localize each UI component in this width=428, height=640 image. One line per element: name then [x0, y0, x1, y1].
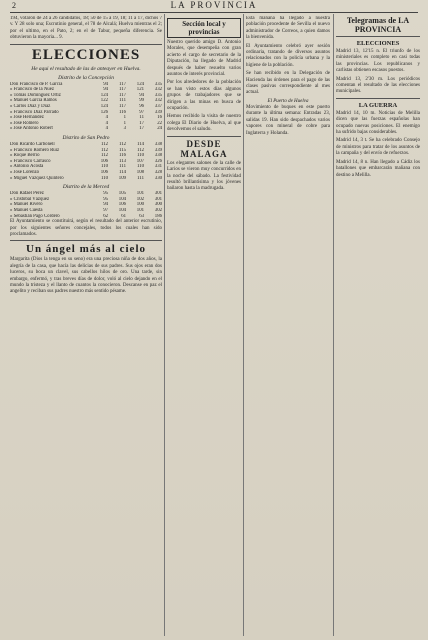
- column-2: [167, 16, 241, 636]
- vote-count: 96: [139, 104, 144, 109]
- votes-table: [10, 191, 162, 219]
- vote-count: 339: [154, 109, 162, 115]
- vote-count: 116: [118, 109, 126, 115]
- elections-title: ELECCIONES: [31, 46, 141, 63]
- vote-count: 94: [103, 87, 108, 93]
- vote-count: 106: [118, 202, 126, 208]
- candidate-name: » Sebastián Pago Cordero: [10, 213, 60, 219]
- vote-count: 106: [100, 169, 108, 175]
- vote-count: 330: [154, 175, 162, 181]
- vote-count: 338: [154, 141, 162, 147]
- candidate-name: » Francisco de la Nuez: [10, 87, 54, 93]
- telegram-text-5: Madrid 14, 8 n. Han llegado a Cádiz los batallones que embarcarán mañana con destino a Melilla.: [336, 159, 420, 178]
- news-text-3: Se han recibido en la Delegación de Hacienda las órdenes para el pago de las clases pasivas correspondiente al mes actual.: [246, 71, 330, 96]
- telegram-text-1: Madrid 13, 12'15 n. El triunfo de los ministeriales es completo en casi todas las provincias. Los republicanos y carlistas obtienen escasos puestos.: [336, 49, 420, 74]
- vote-count: 112: [136, 147, 144, 153]
- vote-count: 113: [118, 158, 126, 164]
- vote-count: 339: [154, 147, 162, 153]
- vote-count: 111: [119, 164, 126, 170]
- vote-count: 126: [100, 109, 108, 115]
- candidate-name: » Manuel García Ramos: [10, 98, 57, 104]
- vote-count: 101: [136, 207, 144, 213]
- vote-count: 117: [118, 92, 126, 98]
- vote-count: 301: [154, 191, 162, 197]
- vote-count: 114: [136, 141, 144, 147]
- district-name: Distrito de la Concepción: [58, 74, 114, 81]
- district-name: Distrito de la Merced: [62, 184, 110, 191]
- votes-table: [10, 142, 162, 181]
- vote-count: 115: [118, 147, 126, 153]
- vote-count: 186: [154, 213, 162, 219]
- district-name: Distrito de San Pedro: [62, 134, 110, 141]
- vote-count: 63: [139, 213, 144, 219]
- vote-count: 17: [139, 126, 144, 132]
- vote-count: 117: [118, 81, 126, 87]
- candidate-name: Don Rafael Pérez: [10, 191, 44, 197]
- vote-count: 111: [137, 175, 144, 181]
- vote-count: 331: [154, 164, 162, 170]
- news-text-4: Movimiento de buques en este puerto durante la última semana: Entradas 23, salidas 19. Han sido despachados varios vapores con mineral de cobre para Inglaterra y Holanda.: [246, 104, 330, 136]
- candidate-name: » José Lorenzo: [10, 169, 40, 175]
- vote-count: 124: [100, 92, 108, 98]
- vote-count: 95: [103, 196, 108, 202]
- candidate-name: » José Antonio Robert: [10, 126, 53, 132]
- vote-count: 4: [105, 126, 108, 132]
- vote-count: 101: [136, 191, 144, 197]
- candidate-name: Don Ricardo Carbonell: [10, 141, 55, 147]
- candidate-name: Don Francisco de P. García: [10, 81, 63, 87]
- local-section-title: Sección local y provincias: [167, 18, 241, 38]
- candidate-name: » Francisco Díaz Parrado: [10, 109, 59, 115]
- divider: [336, 36, 420, 37]
- vote-count: 62: [103, 213, 108, 219]
- candidate-name: » Manuel Rivero: [10, 202, 43, 208]
- vote-count: 302: [154, 207, 162, 213]
- local-text-1: Nuestro querido amigo D. Antonio Morales, que desempeña con gran acierto el cargo de secretario de la Diputación, ha llegado de Madrid después de haber resuelto varios asuntos de interés provincial.: [167, 40, 241, 78]
- elections-subtitle: He aqui el resultado de las de anteayer en Huelva.: [31, 65, 141, 72]
- column-1: [10, 16, 162, 636]
- vote-count: 121: [136, 87, 144, 93]
- masthead-rule: [10, 12, 418, 13]
- vote-count: 105: [118, 191, 126, 197]
- column-rule: [333, 14, 334, 636]
- vote-count: 110: [136, 164, 144, 170]
- vote-count: 3: [123, 126, 126, 132]
- vote-count: 16: [157, 115, 162, 121]
- candidate-name: » Manuel Cuesta: [10, 207, 43, 213]
- vote-count: 94: [103, 81, 108, 87]
- column-rule: [164, 14, 165, 636]
- vote-count: 110: [100, 164, 108, 170]
- district-results: [10, 75, 162, 219]
- divider: [167, 136, 241, 137]
- telegram-text-2: Madrid 13, 2'30 m. Los periódicos comentan el resultado de las elecciones municipales.: [336, 76, 420, 95]
- divider: [10, 44, 162, 45]
- vote-count: 11: [139, 115, 144, 121]
- column-3: [246, 16, 330, 636]
- candidate-name: » Cristóbal Vázquez: [10, 196, 50, 202]
- vote-count: 94: [139, 92, 144, 98]
- vote-count: 61: [121, 213, 126, 219]
- vote-count: 111: [119, 98, 126, 104]
- vote-count: 102: [136, 196, 144, 202]
- vote-count: 338: [154, 153, 162, 159]
- malaga-text: Los elegantes salones de la calle de Larios se vieron muy concurridos en la noche del sábado. La festividad resultó brillantísima y los jóvenes bailaron hasta la madrugada.: [167, 160, 241, 192]
- divider: [336, 98, 420, 99]
- vote-count: 97: [103, 207, 108, 213]
- table-row: [10, 126, 162, 132]
- war-heading: LA GUERRA: [358, 101, 398, 109]
- vote-count: 110: [100, 175, 108, 181]
- vote-count: 107: [136, 158, 144, 164]
- vote-count: 1: [123, 120, 126, 126]
- candidate-name: » Tomás Dominguez Ortiz: [10, 92, 61, 98]
- vote-count: 4: [105, 120, 108, 126]
- vote-count: 332: [154, 98, 162, 104]
- table-row: [10, 176, 162, 182]
- vote-count: 335: [154, 92, 162, 98]
- vote-count: 100: [136, 202, 144, 208]
- vote-count: 95: [103, 191, 108, 197]
- candidate-name: » Antonio Acosta: [10, 164, 44, 170]
- news-text-2: El Ayuntamiento celebró ayer sesión ordinaria, tratando de diversos asuntos relacionados con la policía urbana y la higiene de la población.: [246, 43, 330, 68]
- vote-count: 332: [154, 87, 162, 93]
- vote-count: 4: [105, 115, 108, 121]
- telegram-text-4: Madrid 14, 3 t. Se ha celebrado Consejo de ministros para tratar de los asuntos de la campaña y del envío de refuerzos.: [336, 138, 420, 157]
- vote-count: 106: [100, 158, 108, 164]
- vote-count: 99: [139, 98, 144, 104]
- vote-count: 108: [136, 169, 144, 175]
- vote-count: 124: [136, 81, 144, 87]
- vote-count: 112: [118, 141, 126, 147]
- intro-text: 194, votaron de 24 á 26 candidatos, 18; 50 de 15 á 19, 18; 11 á 17, dichos 7 v. Y 28 solo una; Escrutinio general, el 78 de Alcalá; Huelva mientras el 2; por el ultimo, en el Pato, 2; en el de Tabur, pequeña diferencia. Se obtuvieron la mayoria... 9.: [10, 16, 162, 41]
- candidate-name: » Miguel Vázquez Quintero: [10, 175, 64, 181]
- news-text-1: Esta mañana ha llegado a nuestra población procedente de Sevilla el nuevo administrador de Correos, a quien damos la bienvenida.: [246, 16, 330, 41]
- telegram-text-3: Madrid 14, 10 m. Noticias de Melilla dicen que las fuerzas españolas han ocupado nuevas posiciones. El enemigo ha sufrido bajas considerables.: [336, 110, 420, 136]
- vote-count: 110: [136, 153, 144, 159]
- vote-count: 97: [139, 109, 144, 115]
- vote-count: 22: [157, 120, 162, 126]
- vote-count: 301: [154, 196, 162, 202]
- column-4: [336, 16, 420, 636]
- vote-count: 94: [103, 202, 108, 208]
- telegrams-elections-heading: ELECCIONES: [356, 40, 400, 47]
- candidate-name: » José Hernández: [10, 115, 44, 121]
- port-subheading: El Puerto de Huelva: [267, 98, 309, 104]
- vote-count: 112: [100, 147, 108, 153]
- masthead: [0, 0, 428, 12]
- story-text: Margarita (Dios la tenga en su seno) era una preciosa niña de dos años, la alegría de la casa, que hacía las delicias de sus padres. Sus ojos eran dos luceros, su boca un clavel, sus cabellos hilos de oro. Una tarde, sin embargo, enfermó, y tras breves días de dolor, voló al cielo dejando en el mundo la tristeza y el llanto de cuantos la conocieron. Descanse en paz el angelito y reciban sus padres nuestro más sentido pésame.: [10, 257, 162, 295]
- story-title: Un ángel más al cielo: [26, 243, 146, 256]
- vote-count: 114: [118, 169, 126, 175]
- local-text-3: Hemos recibido la visita de nuestro colega El Diario de Huelva, al que devolvemos el saludo.: [167, 114, 241, 133]
- vote-count: 117: [118, 104, 126, 109]
- vote-count: 300: [154, 202, 162, 208]
- vote-count: 1: [123, 115, 126, 121]
- vote-count: 122: [100, 98, 108, 104]
- vote-count: 335: [154, 81, 162, 87]
- vote-count: 17: [139, 120, 144, 126]
- vote-count: 112: [100, 141, 108, 147]
- votes-table: [10, 82, 162, 132]
- vote-count: 328: [154, 169, 162, 175]
- local-text-2: Por los alrededores de la población se han visto estos días algunos grupos de trabajadores que se dirigen a las minas en busca de ocupación.: [167, 80, 241, 112]
- page-number: 2: [12, 1, 18, 10]
- vote-count: 104: [118, 196, 126, 202]
- vote-count: 326: [154, 158, 162, 164]
- after-text: El Ayuntamiento se constituirá, según el resultado del anterior escrutinio, por los siguientes señores concejales, todos los cuales han sido proclamados.: [10, 219, 162, 237]
- candidate-name: » Carlos Díaz y Díaz: [10, 104, 51, 109]
- vote-count: 124: [100, 104, 108, 109]
- candidate-name: » Roque Berrio: [10, 153, 40, 159]
- vote-count: 117: [118, 87, 126, 93]
- vote-count: 104: [118, 207, 126, 213]
- vote-count: 24: [157, 126, 162, 132]
- column-rule: [243, 14, 244, 636]
- candidate-name: » Francisco Romero Ruiz: [10, 147, 60, 153]
- vote-count: 112: [100, 153, 108, 159]
- malaga-title: DESDE MALAGA: [180, 138, 228, 159]
- divider: [10, 240, 162, 241]
- candidate-name: » Francisco Carrasco: [10, 158, 51, 164]
- candidate-name: » José Romero: [10, 120, 39, 126]
- telegrams-title: Telegramas de LA PROVINCIA: [346, 16, 410, 34]
- vote-count: 116: [118, 153, 126, 159]
- vote-count: 109: [118, 175, 126, 181]
- newspaper-title: LA PROVINCIA: [170, 0, 258, 10]
- vote-count: 337: [154, 104, 162, 109]
